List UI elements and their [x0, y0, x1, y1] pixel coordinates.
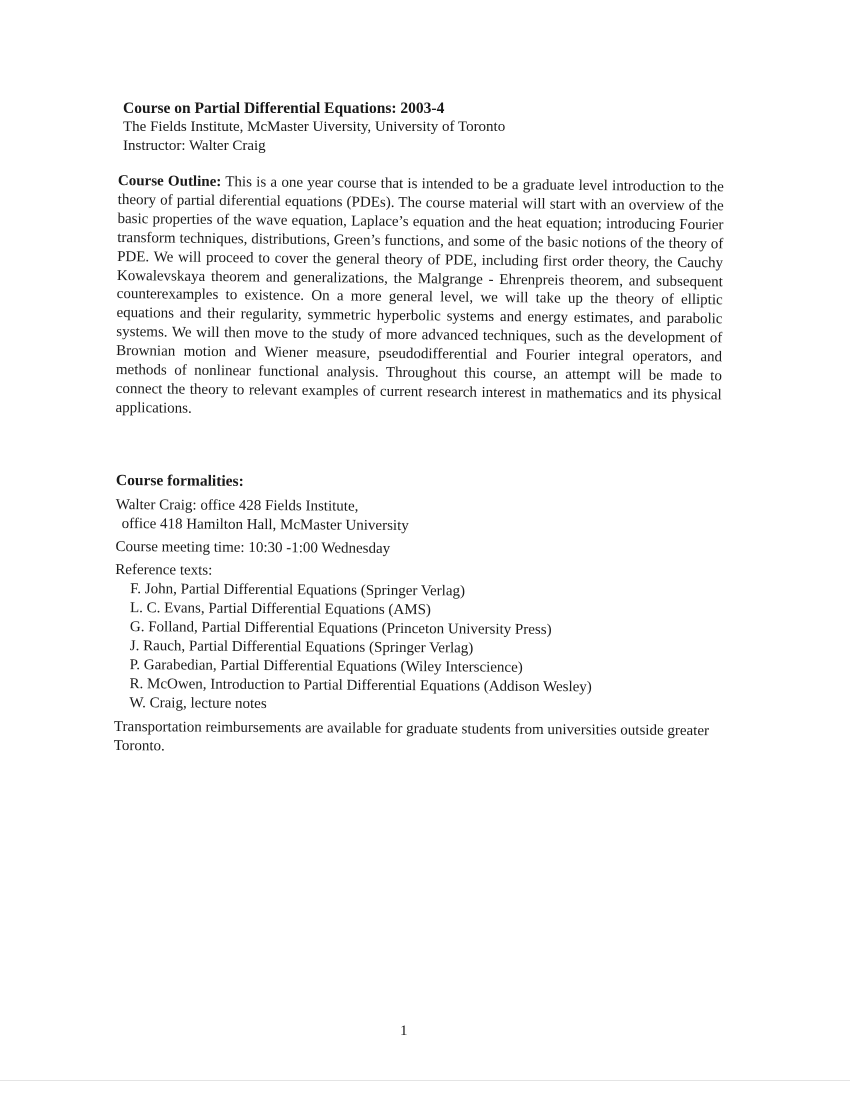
course-outline-paragraph — [115, 172, 724, 424]
transportation-note: Transportation reimbursements are available for graduate students from universities outside greater Toronto. — [113, 719, 710, 755]
reference-item: J. Rauch, Partial Differential Equations (Springer Verlag) — [129, 638, 474, 657]
reference-item: G. Folland, Partial Differential Equations (Princeton University Press) — [129, 619, 552, 639]
reference-item: P. Garabedian, Partial Differential Equations (Wiley Interscience) — [129, 657, 523, 676]
reference-item: R. McOwen, Introduction to Partial Differential Equations (Addison Wesley) — [129, 676, 592, 696]
institutions-line: The Fields Institute, McMaster Uiversity, University of Toronto — [123, 119, 506, 135]
reference-list — [114, 580, 735, 717]
course-outline-label: Course Outline: — [117, 172, 222, 191]
reference-item: F. John, Partial Differential Equations (Springer Verlag) — [130, 581, 466, 600]
instructor-line: Instructor: Walter Craig — [123, 138, 266, 154]
course-header — [123, 99, 733, 156]
reference-item: W. Craig, lecture notes — [129, 695, 267, 713]
office-line-1: Walter Craig: office 428 Fields Institute, — [115, 496, 359, 515]
meeting-time-line: Course meeting time: 10:30 -1:00 Wednesday — [115, 538, 391, 557]
course-formalities-section — [114, 471, 736, 717]
course-title: Course on Partial Differential Equations: 2003-4 — [123, 100, 445, 117]
scan-edge-divider — [0, 1080, 850, 1081]
course-formalities-heading: Course formalities: — [115, 471, 244, 490]
course-outline-text: This is a one year course that is intended to be a graduate level introduction to the theory of partial diferential equations (PDEs). The course material will start with an overview of the basic properties of the wave equation, Laplace’s equation and the heat equation; introducing Fourier transform techniques, distributions, Green’s functions, and some of the basic notions of the theory of PDE. We will proceed to cover the general theory of PDE, including first order theory, the Cauchy Kowalevskaya theorem and generalizations, the Malgrange - Ehrenpreis theorem, and subsequent counterexamples to existence. On a more general level, we will take up the theory of elliptic equations and their regularity, symmetric hyperbolic systems and energy estimates, and parabolic systems. We will then move to the study of more advanced techniques, such as the development of Brownian motion and Wiener measure, pseudodifferential and Fourier integral operators, and methods of nonlinear functional analysis. Throughout this course, an attempt will be made to connect the theory to relevant examples of current research interest in mathematics and its physical applications. — [115, 174, 724, 417]
office-line-2: office 418 Hamilton Hall, McMaster University — [121, 516, 409, 535]
page-number: 1 — [400, 1023, 408, 1039]
reference-texts-label: Reference texts: — [115, 561, 213, 579]
reference-item: L. C. Evans, Partial Differential Equations (AMS) — [129, 600, 432, 619]
